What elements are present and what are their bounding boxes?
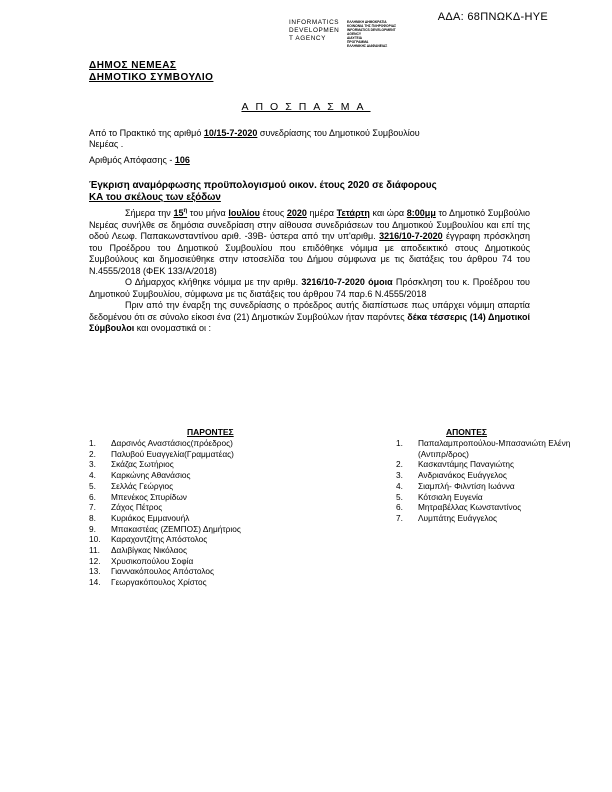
member-number: 12. (89, 555, 101, 566)
member-name: Κυριάκος Εμμανουήλ (111, 512, 190, 523)
member-name: Σκάζας Σωτήριος (111, 459, 174, 470)
decision-body (89, 206, 530, 335)
present-member (89, 481, 309, 492)
council-name: ΔΗΜΟΤΙΚΟ ΣΥΜΒΟΥΛΙΟ (89, 72, 214, 83)
absent-member (396, 470, 571, 481)
letterhead (89, 60, 213, 84)
intro-block (89, 128, 539, 166)
member-number: 10. (89, 534, 101, 545)
member-name: Δαρσινός Αναστάσιος(πρόεδρος) (111, 438, 233, 448)
meeting-day: $15^\eta$ (173, 208, 188, 218)
stamp-small-line: ΔΙΑΥΓΕΙΑ (347, 36, 363, 40)
member-number: 7. (396, 512, 403, 523)
present-title: ΠΑΡΟΝΤΕΣ (187, 427, 234, 437)
similar-label: όμοια (368, 277, 393, 287)
minutes-number: 10/15-7-2020 (203, 128, 258, 138)
intro-line2: Νεμέας . (89, 139, 124, 149)
stamp-small-line: ΕΛΛΗΝΙΚΗΣ ΔΙΑΦΑΝΕΙΑΣ (347, 44, 388, 48)
member-name: Σιαμπλή- Φιλντίση Ιωάννα (418, 480, 515, 491)
present-member (89, 566, 309, 577)
member-number: 11. (89, 545, 100, 556)
stamp-small-line: ΕΛΛΗΝΙΚΗ ΔΗΜΟΚΡΑΤΙΑ (347, 20, 387, 24)
member-name: Παλυβού Ευαγγελία(Γραμματέας) (111, 448, 234, 459)
stamp-small-text (347, 20, 401, 48)
member-name: Γιαννακόπουλος Απόστολος (111, 566, 214, 577)
present-member (89, 459, 309, 470)
absent-list (396, 438, 571, 524)
absent-member (396, 459, 571, 470)
present-member (89, 556, 309, 567)
intro-post: συνεδρίασης του Δημοτικού Συμβουλίου (257, 128, 420, 138)
member-name: Καραχοντζίτης Απόστολος (111, 534, 208, 545)
member-number: 13. (89, 566, 101, 577)
member-name: Λυμπάτης Ευάγγελος (418, 512, 497, 523)
member-number: 6. (89, 491, 96, 502)
stamp-line: INFORMATICS (289, 19, 340, 26)
present-member (89, 534, 309, 545)
present-member (89, 577, 309, 588)
absent-member (396, 502, 571, 513)
member-number: 7. (89, 502, 96, 513)
member-name: Κασκαντάμης Παναγιώτης (418, 459, 514, 470)
member-number: 4. (89, 470, 96, 481)
member-number: 5. (396, 491, 403, 502)
stamp-small-line: INFORMATICS DEVELOPMENT AGENCY (347, 28, 396, 36)
absent-title: ΑΠΟΝΤΕΣ (446, 427, 487, 437)
present-member (89, 545, 309, 556)
paragraph-meeting: Σήμερα την $15^\eta$ του μήνα Ιουλίου έτους 2020 ημέρα Τετάρτη και ώρα 8:00μμ το Δημοτικό Συμβούλιο Νεμέας συνήλθε σε δημόσια συνεδρίαση στην αίθουσα συνεδριάσεων του Δημοτικού Συμβουλίου και επί της οδού Λεωφ. Παπακωνσταντίνου αριθ. -39Β- ύστερα από την υπ'αριθμ. 3216/10-7-2020 έγγραφη πρόσκληση του Προέδρου του Δημοτικού Συμβουλίου που επιδόθηκε νόμιμα με αποδεικτικό στους Δημοτικούς Συμβούλους και δημοσιεύθηκε στην ιστοσελίδα του Δήμου σύμφωνα με τις διατάξεις του άρθρου 74 του Ν.4555/2018 (ΦΕΚ 133/Α/2018) (89, 208, 531, 276)
paragraph-mayor: Ο Δήμαρχος κλήθηκε νόμιμα με την αριθμ. 3216/10-7-2020 όμοια Πρόσκληση του κ. Προέδρου του Δημοτικού Συμβουλίου, σύμφωνα με τις διατάξεις του άρθρου 74 παρ.6 Ν.4555/2018 (89, 277, 530, 299)
member-number: 14. (89, 577, 101, 588)
decision-label: Αριθμός Απόφασης - (89, 155, 175, 165)
meeting-time: 8:00μμ (406, 208, 436, 218)
member-number: 2. (89, 448, 96, 459)
member-number: 6. (396, 502, 403, 513)
stamp-small-line: ΠΡΟΓΡΑΜΜΑ (347, 40, 369, 44)
member-number: 9. (89, 523, 96, 534)
mayor-invitation-number: 3216/10-7-2020 (301, 277, 365, 287)
member-name: Δαλιβίγκας Νικόλαος (111, 545, 188, 556)
municipality-name: ΔΗΜΟΣ ΝΕΜΕΑΣ (89, 60, 177, 71)
member-name: Ανδριανάκος Ευάγγελος (418, 470, 507, 481)
member-number: 1. (89, 438, 96, 448)
present-member (89, 470, 309, 481)
present-member (89, 524, 309, 535)
member-name: Γεωργακόπουλος Χρίστος (111, 577, 207, 588)
member-name: Χρυσικοπούλου Σοφία (111, 555, 194, 566)
present-member (89, 449, 309, 460)
invitation-number: 3216/10-7-2020 (379, 231, 443, 241)
member-name: Ζάχος Πέτρος (111, 502, 163, 513)
stamp-org-text (289, 19, 339, 43)
absent-member (396, 481, 571, 492)
member-name: Καρκώνης Αθανάσιος (111, 470, 191, 481)
member-number: 8. (89, 512, 96, 523)
subject-line2: ΚΑ του σκέλους των εξόδων (89, 192, 221, 203)
member-name: Μπενέκος Σπυρίδων (111, 491, 187, 502)
decision-number: 106 (174, 155, 190, 165)
stamp-line: T AGENCY (289, 35, 326, 42)
present-member (89, 502, 309, 513)
present-member (89, 438, 309, 449)
member-name: Κότσιαλη Ευγενία (418, 491, 483, 502)
meeting-year: 2020 (286, 208, 307, 218)
stamp-line: DEVELOPMEN (289, 27, 340, 34)
present-member (89, 513, 309, 524)
stamp-small-line: ΚΟΙΝΩΝΙΑ ΤΗΣ ΠΛΗΡΟΦΟΡΙΑΣ (347, 24, 397, 28)
member-number: 4. (396, 480, 403, 491)
present-member (89, 492, 309, 503)
member-name: Μητραβέλλας Κωνσταντίνος (418, 502, 522, 513)
paragraph-quorum: Πριν από την έναρξη της συνεδρίασης ο πρόεδρος αυτής διαπίστωσε πως υπάρχει νόμιμη απαρτία δεδομένου ότι σε σύνολο είκοσι ένα (21) Δημοτικών Συμβούλων ήταν παρόντες δέκα τέσσερις (14) Δημοτικοί Σύμβουλοι και ονομαστικά οι : (89, 300, 530, 333)
ada-code: ΑΔΑ: 68ΠΝΩΚΔ-ΗΥΕ (437, 11, 548, 23)
member-name: Μπακαστέας (ΖΕΜΠΟΣ) Δημήτριος (111, 523, 241, 534)
present-list (89, 438, 309, 588)
member-number: 3. (89, 459, 96, 470)
member-number: 5. (89, 480, 96, 491)
member-name: Σελλάς Γεώργιος (111, 480, 174, 491)
member-number: 3. (396, 470, 403, 481)
member-number: 2. (396, 459, 403, 470)
meeting-month: Ιουλίου (228, 208, 260, 218)
absent-member (396, 492, 571, 503)
member-name: Παπαλαμπροπούλου-Μπασανιώτη Ελένη (Αντιπρ/δρος) (418, 438, 571, 459)
absent-member (396, 438, 571, 459)
subject-line1: Έγκριση αναμόρφωσης προϋπολογισμού οικον. έτους 2020 σε διάφορους (89, 180, 437, 191)
member-number: 1. (396, 438, 403, 448)
diavgeia-stamp (289, 19, 401, 61)
absent-member (396, 513, 571, 524)
intro-pre: Από το Πρακτικό της αριθμό (89, 128, 204, 138)
meeting-weekday: Τετάρτη (336, 208, 370, 218)
present-count: δέκα τέσσερις (14) Δημοτικοί Σύμβουλοι (89, 311, 530, 333)
decision-subject (89, 180, 529, 204)
document-title: ΑΠΟΣΠΑΣΜΑ (241, 101, 371, 113)
